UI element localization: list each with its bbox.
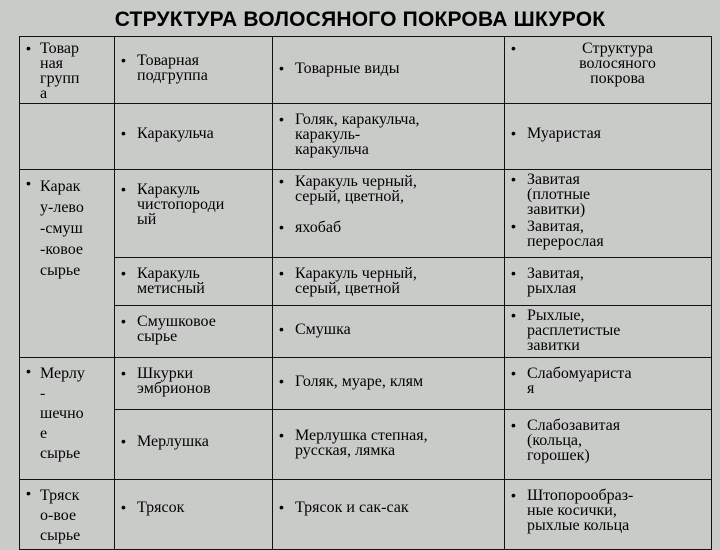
bullet-icon: • (511, 40, 516, 56)
bullet-icon: • (121, 181, 126, 197)
kind-label: Мерлушка степная, русская, лямка (295, 427, 428, 459)
table-row (20, 358, 712, 410)
bullet-icon: • (511, 307, 516, 323)
structure-label: Штопорообраз- ные косички, рыхлые кольца (527, 487, 634, 534)
kind-label: Голяк, муаре, клям (295, 373, 424, 390)
subgroup-cell (115, 104, 273, 170)
group-cell (20, 170, 115, 358)
kinds-cell (273, 170, 505, 258)
fur-structure-table (19, 36, 712, 550)
subgroup-cell (115, 410, 273, 480)
structure-cell (505, 258, 712, 306)
header-kinds: Товарные виды (295, 60, 400, 77)
table-row (20, 258, 712, 306)
structure-cell (505, 170, 712, 258)
bullet-icon: • (279, 111, 284, 127)
subgroup-label: Каракуль метисный (137, 265, 205, 297)
structure-label: Завитая, перерослая (527, 218, 604, 250)
structure-label: Слабозавитая (кольца, горошек) (527, 417, 621, 464)
kinds-cell (273, 358, 505, 410)
subgroup-label: Каракульча (137, 125, 214, 142)
bullet-icon: • (26, 485, 31, 501)
group-label: Мерлу - шечно е сырье (40, 365, 85, 462)
structure-label: Рыхлые, расплетистые завитки (527, 307, 621, 354)
bullet-icon: • (279, 265, 284, 281)
kind-label: Голяк, каракульча, каракуль- каракульча (295, 111, 420, 158)
table-row (20, 170, 712, 258)
table-header-row (20, 37, 712, 104)
bullet-icon: • (26, 40, 31, 56)
bullet-icon: • (121, 52, 126, 68)
group-cell (20, 480, 115, 550)
table-row (20, 410, 712, 480)
header-subgroup-cell (115, 37, 273, 104)
bullet-icon: • (279, 60, 284, 76)
bullet-icon: • (26, 363, 31, 379)
kind-label: Каракуль черный, серый, цветной, (295, 173, 417, 205)
subgroup-cell (115, 480, 273, 550)
bullet-icon: • (121, 433, 126, 449)
structure-cell (505, 358, 712, 410)
kind-label: Смушка (295, 321, 351, 338)
bullet-icon: • (279, 499, 284, 515)
bullet-icon: • (121, 265, 126, 281)
subgroup-cell (115, 170, 273, 258)
bullet-icon: • (121, 365, 126, 381)
header-structure: Структура волосяного покрова (579, 40, 656, 87)
header-structure-cell (505, 37, 712, 104)
structure-cell (505, 480, 712, 550)
table-row (20, 480, 712, 550)
subgroup-cell (115, 358, 273, 410)
bullet-icon: • (121, 313, 126, 329)
kinds-cell (273, 306, 505, 358)
kind-label: яхобаб (295, 219, 342, 236)
subgroup-label: Мерлушка (137, 433, 209, 450)
bullet-icon: • (511, 125, 516, 141)
subgroup-label: Трясок (137, 499, 185, 516)
structure-label: Слабомуариста я (527, 365, 632, 397)
bullet-icon: • (279, 427, 284, 443)
group-cell-empty (20, 104, 115, 170)
bullet-icon: • (121, 499, 126, 515)
bullet-icon: • (511, 265, 516, 281)
bullet-icon: • (279, 321, 284, 337)
structure-cell (505, 410, 712, 480)
group-label: Тряск о-вое сырье (40, 487, 81, 544)
page-title: СТРУКТУРА ВОЛОСЯНОГО ПОКРОВА ШКУРОК (114, 8, 606, 31)
table-row (20, 104, 712, 170)
structure-label: Завитая (плотные завитки) (527, 171, 591, 218)
bullet-icon: • (279, 173, 284, 189)
subgroup-label: Каракуль чистопороди ый (137, 181, 225, 228)
bullet-icon: • (279, 219, 284, 235)
bullet-icon: • (279, 373, 284, 389)
structure-label: Завитая, рыхлая (527, 265, 584, 297)
kinds-cell (273, 480, 505, 550)
kinds-cell (273, 410, 505, 480)
structure-cell (505, 104, 712, 170)
subgroup-label: Смушковое сырье (137, 313, 216, 345)
table-row (20, 306, 712, 358)
bullet-icon: • (511, 365, 516, 381)
bullet-icon: • (511, 487, 516, 503)
bullet-icon: • (121, 125, 126, 141)
group-cell (20, 358, 115, 480)
kind-label: Трясок и сак-сак (295, 499, 409, 516)
bullet-icon: • (511, 218, 516, 234)
bullet-icon: • (26, 175, 31, 191)
header-group-cell (20, 37, 115, 104)
structure-cell (505, 306, 712, 358)
bullet-icon: • (511, 171, 516, 187)
kind-label: Каракуль черный, серый, цветной (295, 265, 417, 297)
header-subgroup: Товарная подгруппа (137, 52, 208, 84)
kinds-cell (273, 104, 505, 170)
subgroup-cell (115, 258, 273, 306)
header-kinds-cell (273, 37, 505, 104)
subgroup-cell (115, 306, 273, 358)
bullet-icon: • (511, 417, 516, 433)
subgroup-label: Шкурки эмбрионов (137, 365, 211, 397)
header-group: Товар ная групп а (40, 40, 80, 102)
structure-label: Муаристая (527, 125, 602, 142)
group-label: Карак у-лево -смуш -ковое сырье (40, 178, 84, 279)
kinds-cell (273, 258, 505, 306)
